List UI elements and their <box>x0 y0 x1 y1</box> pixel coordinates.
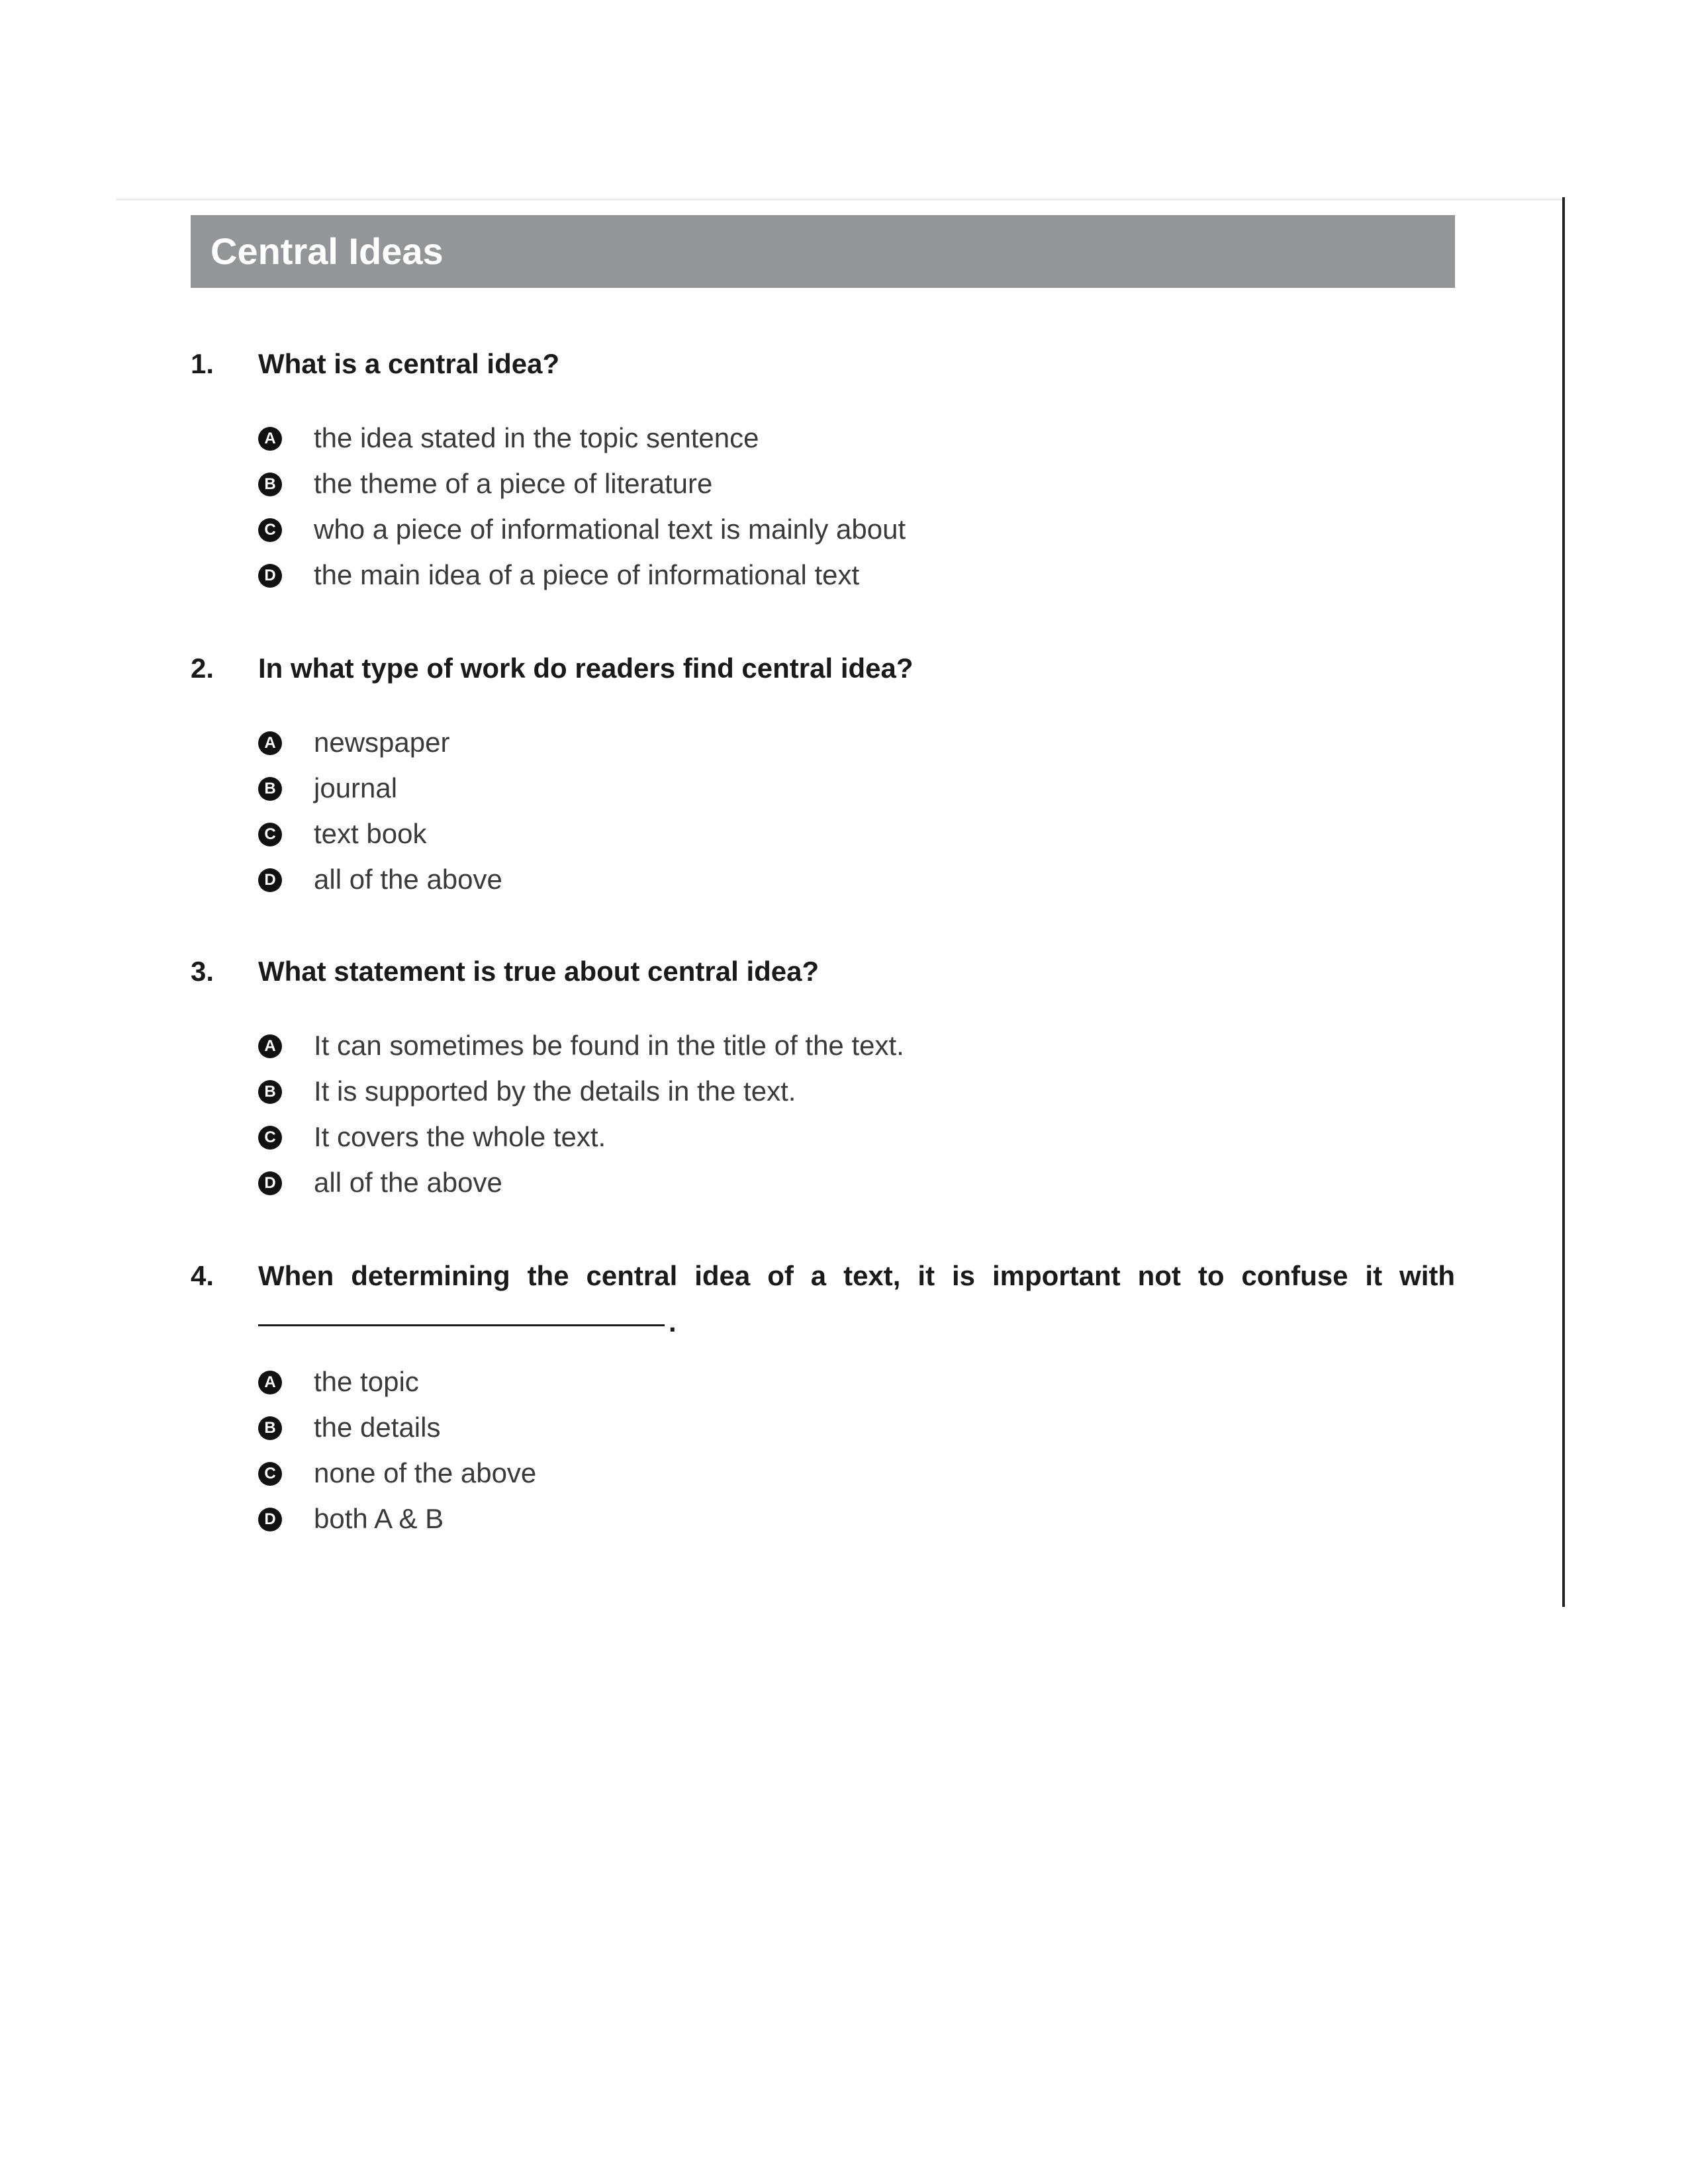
option-text: the idea stated in the topic sentence <box>314 422 759 453</box>
option-letter-badge: C <box>258 1462 282 1486</box>
answer-option-a[interactable] <box>258 1365 1383 1398</box>
answer-option-b[interactable] <box>258 1075 1383 1108</box>
option-text: It covers the whole text. <box>314 1121 606 1152</box>
question-number: 4. <box>191 1260 214 1291</box>
option-text: the main idea of a piece of informational text <box>314 559 860 590</box>
option-letter-badge: D <box>258 1171 282 1195</box>
option-letter-badge: B <box>258 777 282 801</box>
answer-option-d[interactable] <box>258 559 1383 592</box>
option-text: the details <box>314 1412 441 1443</box>
answer-option-d[interactable] <box>258 1502 1383 1535</box>
answer-option-b[interactable] <box>258 467 1383 500</box>
option-text: the theme of a piece of literature <box>314 468 713 499</box>
question-2 <box>191 652 1455 895</box>
option-letter-badge: B <box>258 473 282 496</box>
option-letter-badge: C <box>258 518 282 542</box>
option-text: It is supported by the details in the text. <box>314 1075 796 1107</box>
question-number: 2. <box>191 653 214 684</box>
option-letter-badge: C <box>258 1126 282 1150</box>
answer-option-c[interactable] <box>258 1457 1383 1490</box>
option-text: who a piece of informational text is mainly about <box>314 514 906 545</box>
question-number: 1. <box>191 348 214 379</box>
answer-option-c[interactable] <box>258 513 1383 546</box>
option-letter-badge: D <box>258 564 282 588</box>
section-header <box>191 215 1455 288</box>
answer-option-a[interactable] <box>258 422 1383 455</box>
option-text: It can sometimes be found in the title of the text. <box>314 1030 904 1061</box>
option-text: text book <box>314 818 427 849</box>
option-letter-badge: A <box>258 1034 282 1058</box>
option-letter-badge: D <box>258 1508 282 1531</box>
option-text: the topic <box>314 1366 419 1397</box>
option-text: journal <box>314 772 398 803</box>
option-letter-badge: A <box>258 731 282 755</box>
answer-option-c[interactable] <box>258 817 1383 850</box>
option-letter-badge: A <box>258 1371 282 1394</box>
answer-option-d[interactable] <box>258 1166 1383 1199</box>
option-letter-badge: B <box>258 1416 282 1440</box>
question-text: What statement is true about central idea? <box>258 956 820 987</box>
page-right-rule <box>1562 197 1565 1607</box>
answer-option-c[interactable] <box>258 1120 1383 1154</box>
option-letter-badge: A <box>258 427 282 451</box>
option-letter-badge: D <box>258 868 282 892</box>
option-text: newspaper <box>314 727 450 758</box>
question-text: When determining the central idea of a text, it is important not to confuse it with <box>258 1260 1455 1291</box>
question-3 <box>191 955 1455 1198</box>
answer-option-b[interactable] <box>258 1411 1383 1444</box>
answer-option-a[interactable] <box>258 726 1383 759</box>
option-text: none of the above <box>314 1457 537 1488</box>
answer-option-b[interactable] <box>258 772 1383 805</box>
answer-option-d[interactable] <box>258 863 1383 896</box>
answer-option-a[interactable] <box>258 1029 1383 1062</box>
question-1 <box>191 347 1455 590</box>
question-text: What is a central idea? <box>258 348 560 379</box>
option-letter-badge: C <box>258 823 282 846</box>
page-top-rule <box>116 199 1562 201</box>
fill-in-blank-line <box>258 1324 665 1326</box>
option-text: all of the above <box>314 864 502 895</box>
question-number: 3. <box>191 956 214 987</box>
blank-period: . <box>669 1306 677 1338</box>
option-text: both A & B <box>314 1503 444 1534</box>
option-letter-badge: B <box>258 1080 282 1104</box>
option-text: all of the above <box>314 1167 502 1198</box>
question-4 <box>191 1259 1455 1564</box>
question-text: In what type of work do readers find central idea? <box>258 653 914 684</box>
section-title: Central Ideas <box>211 230 444 272</box>
